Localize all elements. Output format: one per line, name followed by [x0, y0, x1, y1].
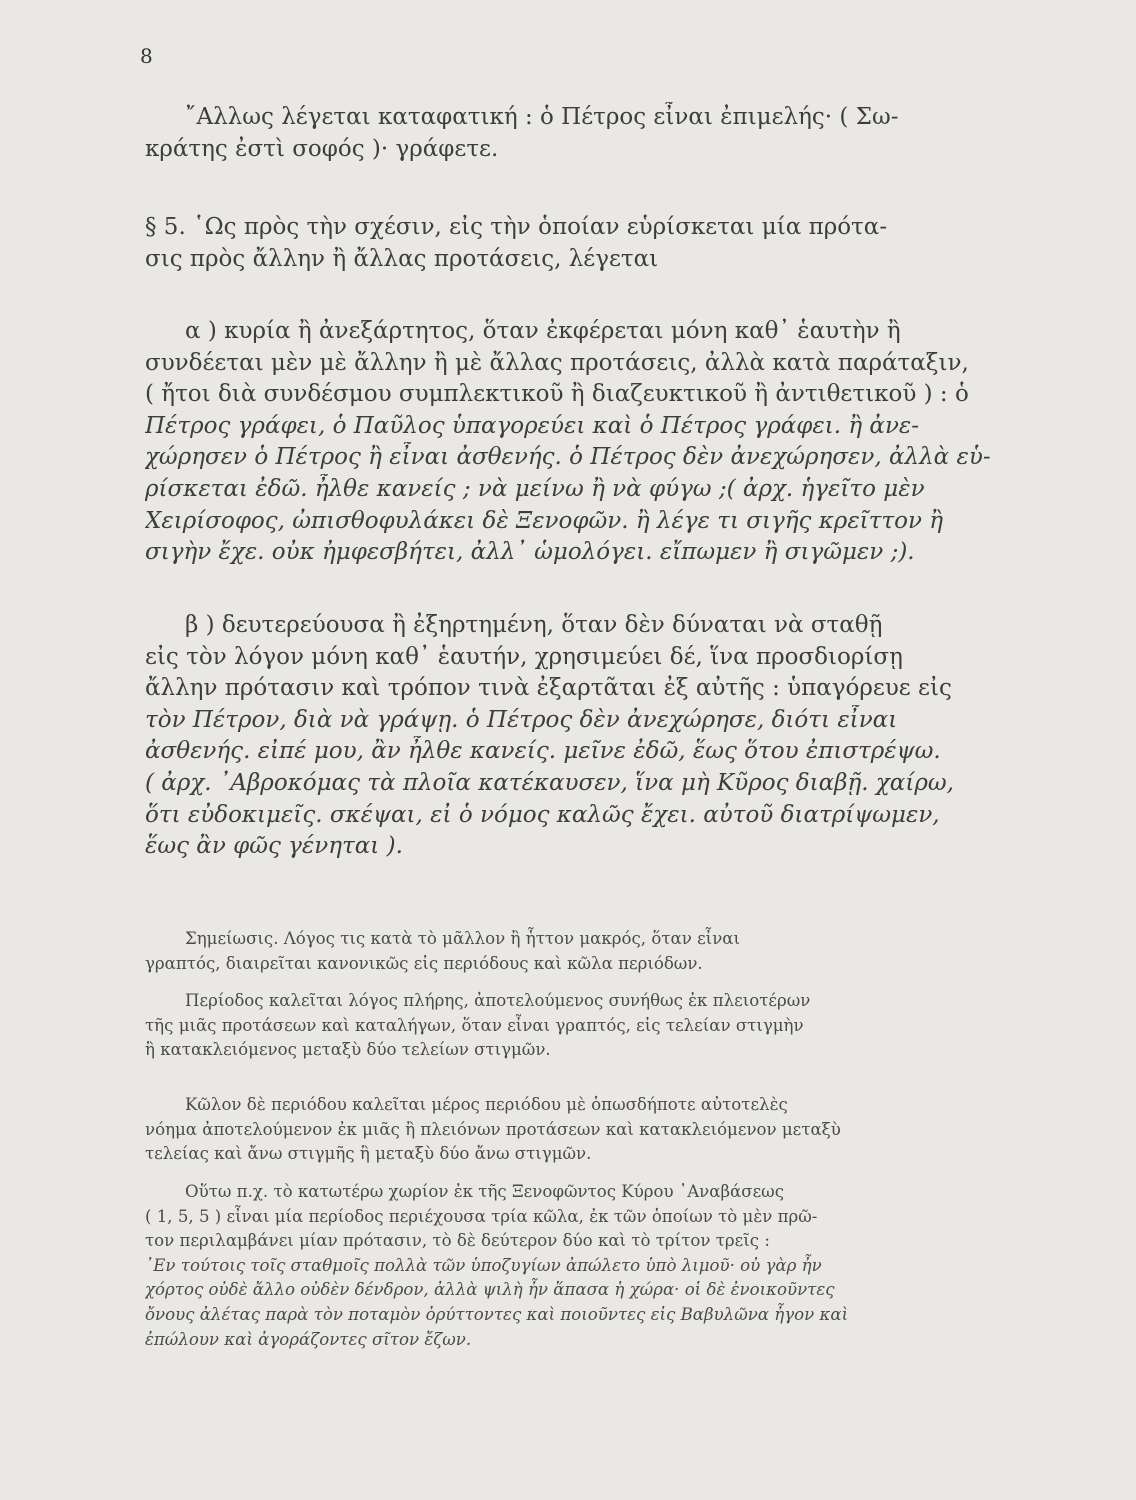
text-line: γραπτός, διαιρεῖται κανονικῶς εἰς περιόδους καὶ κῶλα περιόδων. [145, 953, 703, 973]
text-line: τον περιλαμβάνει μίαν πρότασιν, τὸ δὲ δεύτερον δύο καὶ τὸ τρίτον τρεῖς : [145, 1231, 770, 1251]
note-periodos [145, 989, 991, 1063]
text-line: ὅτι εὐδοκιμεῖς. σκέψαι, εἰ ὁ νόμος καλῶς ἔχει. αὐτοῦ διατρίψωμεν, [145, 801, 940, 828]
note-kolon [145, 1093, 991, 1167]
text-line: ρίσκεται ἐδῶ. ἦλθε κανείς ; νὰ μείνω ἢ νὰ φύγω ;( ἀρχ. ἡγεῖτο μὲν [145, 475, 925, 502]
quotation-line: ἐπώλουν καὶ ἀγοράζοντες σῖτον ἔζων. [145, 1329, 472, 1349]
text-line: νόημα ἀποτελούμενον ἐκ μιᾶς ἢ πλειόνων προτάσεων καὶ κατακλειόμενον μεταξὺ [145, 1119, 841, 1139]
text-line: ( 1, 5, 5 ) εἶναι μία περίοδος περιέχουσα τρία κῶλα, ἐκ τῶν ὁποίων τὸ μὲν πρῶ- [145, 1206, 818, 1226]
text-line: κράτης ἐστὶ σοφός )· γράφετε. [145, 135, 499, 162]
text-line: Περίοδος καλεῖται λόγος πλήρης, ἀποτελούμενος συνήθως ἐκ πλειοτέρων [185, 991, 811, 1010]
text-line: ῎Αλλως λέγεται καταφατική : ὁ Πέτρος εἶναι ἐπιμελής· ( Σω- [185, 104, 899, 130]
text-line: Σημείωσις. Λόγος τις κατὰ τὸ μᾶλλον ἢ ἧττον μακρός, ὅταν εἶναι [185, 929, 740, 948]
text-line: ἢ κατακλειόμενος μεταξὺ δύο τελείων στιγμῶν. [145, 1040, 551, 1060]
text-line: συνδέεται μὲν μὲ ἄλλην ἢ μὲ ἄλλας προτάσεις, ἀλλὰ κατὰ παράταξιν, [145, 349, 969, 376]
text-line: ἕως ἂν φῶς γένηται ). [145, 833, 403, 860]
text-line: β ) δευτερεύουσα ἢ ἐξηρτημένη, ὅταν δὲν δύναται νὰ σταθῇ [185, 612, 883, 638]
text-line: ( ἤτοι διὰ συνδέσμου συμπλεκτικοῦ ἢ διαζευκτικοῦ ἢ ἀντιθετικοῦ ) : ὁ [145, 381, 969, 408]
note-example [145, 1180, 991, 1352]
text-line: Κῶλον δὲ περιόδου καλεῖται μέρος περιόδου μὲ ὁπωσδήποτε αὐτοτελὲς [185, 1095, 788, 1114]
text-line: τὸν Πέτρον, διὰ νὰ γράψῃ. ὁ Πέτρος δὲν ἀνεχώρησε, διότι εἶναι [145, 706, 898, 733]
quotation-line: ὄνους ἀλέτας παρὰ τὸν ποταμὸν ὀρύττοντες καὶ ποιοῦντες εἰς Βαβυλῶνα ἦγον καὶ [145, 1304, 849, 1324]
text-line: ( ἀρχ. ᾿Αβροκόμας τὰ πλοῖα κατέκαυσεν, ἵνα μὴ Κῦρος διαβῇ. χαίρω, [145, 769, 954, 796]
text-line: Χειρίσοφος, ὠπισθοφυλάκει δὲ Ξενοφῶν. ἢ λέγε τι σιγῆς κρεῖττον ἢ [145, 507, 944, 534]
text-line: τῆς μιᾶς προτάσεων καὶ καταλήγων, ὅταν εἶναι γραπτός, εἰς τελείαν στιγμὴν [145, 1015, 804, 1035]
text-line: εἰς τὸν λόγον μόνη καθ᾽ ἑαυτήν, χρησιμεύει δέ, ἵνα προσδιορίσῃ [145, 643, 903, 670]
text-line: Οὕτω π.χ. τὸ κατωτέρω χωρίον ἐκ τῆς Ξενοφῶντος Κύρου ᾽Αναβάσεως [185, 1182, 785, 1201]
paragraph-section-5 [145, 212, 991, 275]
text-line: σις πρὸς ἄλλην ἢ ἄλλας προτάσεις, λέγεται [145, 245, 659, 272]
paragraph-alpha [145, 316, 991, 569]
paragraph-affirmative [145, 102, 991, 165]
quotation-line: χόρτος οὐδὲ ἄλλο οὐδὲν δένδρον, ἀλλὰ ψιλὴ ἦν ἅπασα ἡ χώρα· οἱ δὲ ἐνοικοῦντες [145, 1280, 835, 1300]
page-number: 8 [140, 44, 153, 68]
text-line: σιγὴν ἔχε. οὐκ ἠμφεσβήτει, ἀλλ᾽ ὡμολόγει. εἴπωμεν ἢ σιγῶμεν ;). [145, 539, 915, 566]
note-semeiosis [145, 927, 991, 976]
text-line: τελείας καὶ ἄνω στιγμῆς ἢ μεταξὺ δύο ἄνω στιγμῶν. [145, 1144, 592, 1164]
text-line: χώρησεν ὁ Πέτρος ἢ εἶναι ἀσθενής. ὁ Πέτρος δὲν ἀνεχώρησεν, ἀλλὰ εὑ- [145, 444, 991, 471]
text-line: ἄλλην πρότασιν καὶ τρόπον τινὰ ἐξαρτᾶται ἐξ αὐτῆς : ὑπαγόρευε εἰς [145, 675, 952, 702]
quotation-line: ᾿Εν τούτοις τοῖς σταθμοῖς πολλὰ τῶν ὑποζυγίων ἀπώλετο ὑπὸ λιμοῦ· οὐ γὰρ ἦν [145, 1255, 822, 1275]
text-line: α ) κυρία ἢ ἀνεξάρτητος, ὅταν ἐκφέρεται μόνη καθ᾽ ἑαυτὴν ἢ [185, 318, 901, 344]
text-line: § 5. ῾Ως πρὸς τὴν σχέσιν, εἰς τὴν ὁποίαν εὑρίσκεται μία πρότα- [145, 214, 888, 240]
text-line: ἀσθενής. εἰπέ μου, ἂν ἦλθε κανείς. μεῖνε ἐδῶ, ἕως ὅτου ἐπιστρέψω. [145, 738, 941, 765]
paragraph-beta [145, 610, 991, 863]
text-line: Πέτρος γράφει, ὁ Παῦλος ὑπαγορεύει καὶ ὁ Πέτρος γράφει. ἢ ἀνε- [145, 412, 920, 439]
